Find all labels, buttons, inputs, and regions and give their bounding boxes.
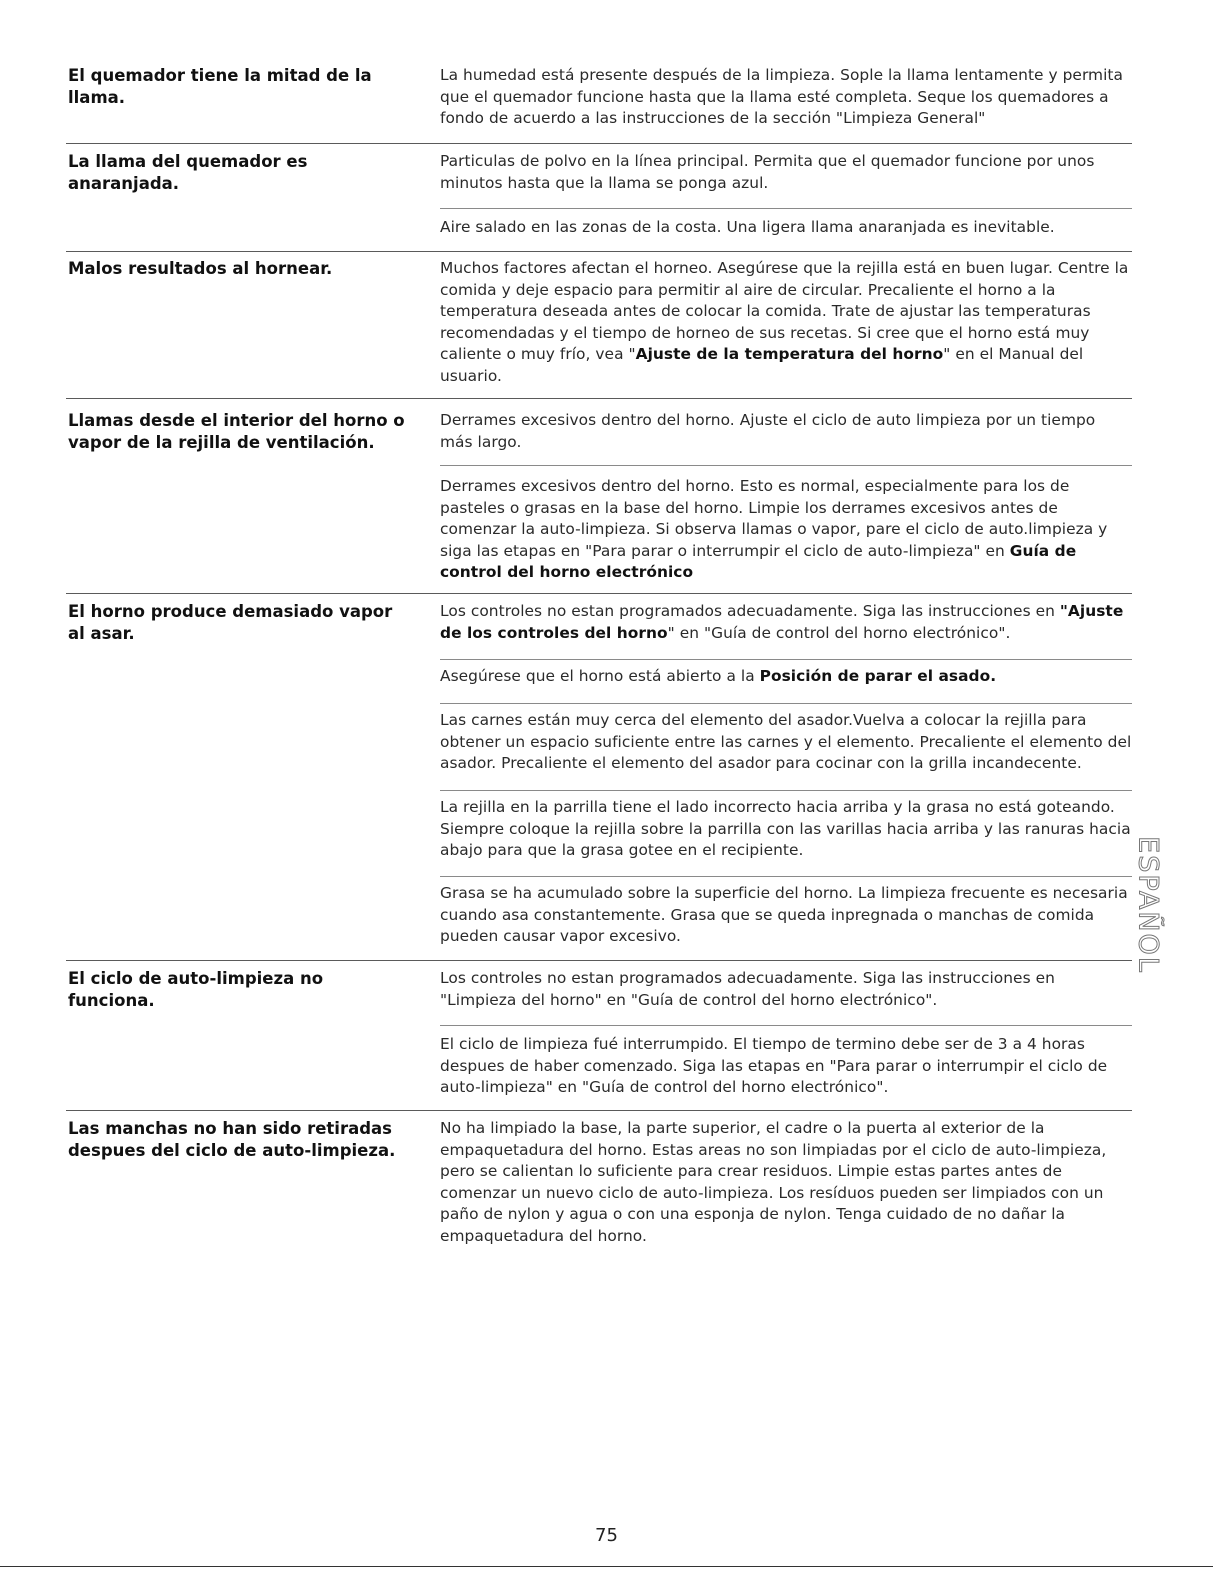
row-divider [66, 143, 1132, 144]
solution-divider [440, 790, 1132, 791]
emphasis-text: Ajuste de la temperatura del horno [635, 345, 944, 363]
solution-divider [440, 208, 1132, 209]
page-number: 75 [595, 1525, 618, 1546]
row-divider [66, 593, 1132, 594]
solution-segment: Los controles no estan programados adecuadamente. Siga las instrucciones en "Limpieza del horno" en "Guía de control del horno electrónico". [440, 969, 1055, 1009]
problem-title: El horno produce demasiado vapor al asar. [68, 602, 393, 643]
problem-title: El ciclo de auto-limpieza no funciona. [68, 969, 324, 1010]
problem-title: Llamas desde el interior del horno o vapor de la rejilla de ventilación. [68, 411, 405, 452]
solution-segment: " en "Guía de control del horno electrónico". [667, 623, 1011, 642]
solution-segment: Grasa se ha acumulado sobre la superficie del horno. La limpieza frecuente es necesaria cuando asa constantemente. Grasa que se queda inpregnada o manchas de comida pueden causar vapor excesivo. [440, 884, 1128, 945]
solution-text [440, 666, 1132, 688]
solution-segment: Derrames excesivos dentro del horno. Ajuste el ciclo de auto limpieza por un tiempo más largo. [440, 411, 1096, 451]
language-side-tab [1128, 836, 1168, 974]
solution-segment: Particulas de polvo en la línea principal. Permita que el quemador funcione por unos minutos hasta que la llama se ponga azul. [440, 152, 1095, 192]
row-divider [66, 1110, 1132, 1111]
solution-text [440, 217, 1132, 239]
solution-divider [440, 465, 1132, 466]
solution-segment: Aire salado en las zonas de la costa. Una ligera llama anaranjada es inevitable. [440, 218, 1055, 236]
solution-segment: No ha limpiado la base, la parte superior, el cadre o la puerta al exterior de la empaquetadura del horno. Estas areas no son limpiadas por el ciclo de auto-limpieza, pero se calientan lo suficiente para crear residuos. Limpie estas partes antes de comenzar un nuevo ciclo de auto-limpieza. Los resíduos pueden ser limpiados con un paño de nylon y agua o con una esponja de nylon. Tenga cuidado de no dañar la empaquetadura del horno. [440, 1119, 1107, 1245]
solution-segment: Asegúrese que el horno está abierto a la [440, 667, 760, 685]
solution-text [440, 1118, 1132, 1247]
row-divider [66, 960, 1132, 961]
solution-segment: " en el Manual del usuario. [440, 345, 1084, 385]
side-tab-label: ESPAÑOL [1132, 836, 1164, 974]
solution-text [440, 476, 1132, 584]
solution-segment: Muchos factores afectan el horneo. Asegúrese que la rejilla está en buen lugar. Centre la comida y deje espacio para permitir al aire de circular. Precaliente el horno a la temperatura deseada antes de colocar la comida. Trate de ajustar las temperaturas recomendadas y el tiempo de horneo de sus recetas. Si cree que el horno está muy caliente o muy frío, vea " [440, 259, 1129, 363]
solution-segment: Las carnes están muy cerca del elemento del asador.Vuelva a colocar la rejilla para obtener un espacio suficiente entre las carnes y el elemento. Precaliente el elemento del asador. Precaliente el elemento del asador para cocinar con la grilla incandecente. [440, 711, 1132, 772]
solution-text [440, 1034, 1132, 1099]
solution-segment: Los controles no estan programados adecuadamente. Siga las instrucciones en [440, 602, 1060, 620]
solution-divider [440, 876, 1132, 877]
solution-text [440, 151, 1132, 194]
solution-segment: El ciclo de limpieza fué interrumpido. El tiempo de termino debe ser de 3 a 4 horas despues de haber comenzado. Siga las etapas en "Para parar o interrumpir el ciclo de auto-limpieza" en "Guía de control del horno electrónico". [440, 1035, 1108, 1096]
solution-text [440, 797, 1132, 862]
solution-text [440, 710, 1132, 775]
solution-divider [440, 1025, 1132, 1026]
emphasis-text: Posición de parar el asado. [759, 667, 997, 685]
solution-text [440, 601, 1132, 644]
solution-segment: La humedad está presente después de la limpieza. Sople la llama lentamente y permita que el quemador funcione hasta que la llama esté completa. Seque los quemadores a fondo de acuerdo a las instrucciones de la sección "Limpieza General" [440, 66, 1123, 127]
solution-text [440, 65, 1132, 130]
solution-divider [440, 703, 1132, 704]
bottom-divider [0, 1566, 1213, 1567]
row-divider [66, 251, 1132, 252]
problem-title: La llama del quemador es anaranjada. [68, 152, 308, 193]
solution-segment: Derrames excesivos dentro del horno. Esto es normal, especialmente para los de pasteles o grasas en la base del horno. Limpie los derrames excesivos antes de comenzar la auto-limpieza. Si observa llamas o vapor, pare el ciclo de auto.limpieza y siga las etapas en "Para parar o interrumpir el ciclo de auto-limpieza" en [440, 477, 1108, 560]
problem-title: Malos resultados al hornear. [68, 259, 333, 278]
solution-text [440, 883, 1132, 948]
emphasis-text: "Ajuste de los controles del horno [440, 602, 1124, 642]
solution-divider [440, 659, 1132, 660]
solution-text [440, 410, 1132, 453]
row-divider [66, 398, 1132, 399]
solution-segment: La rejilla en la parrilla tiene el lado incorrecto hacia arriba y la grasa no está goteando. Siempre coloque la rejilla sobre la parrilla con las varillas hacia arriba y las ranuras hacia abajo para que la grasa gotee en el recipiente. [440, 798, 1131, 859]
solution-text [440, 968, 1132, 1011]
problem-title: Las manchas no han sido retiradas despues del ciclo de auto-limpieza. [68, 1119, 396, 1160]
problem-title: El quemador tiene la mitad de la llama. [68, 66, 372, 107]
solution-text [440, 258, 1132, 387]
emphasis-text: Guía de control del horno electrónico [440, 541, 1077, 581]
